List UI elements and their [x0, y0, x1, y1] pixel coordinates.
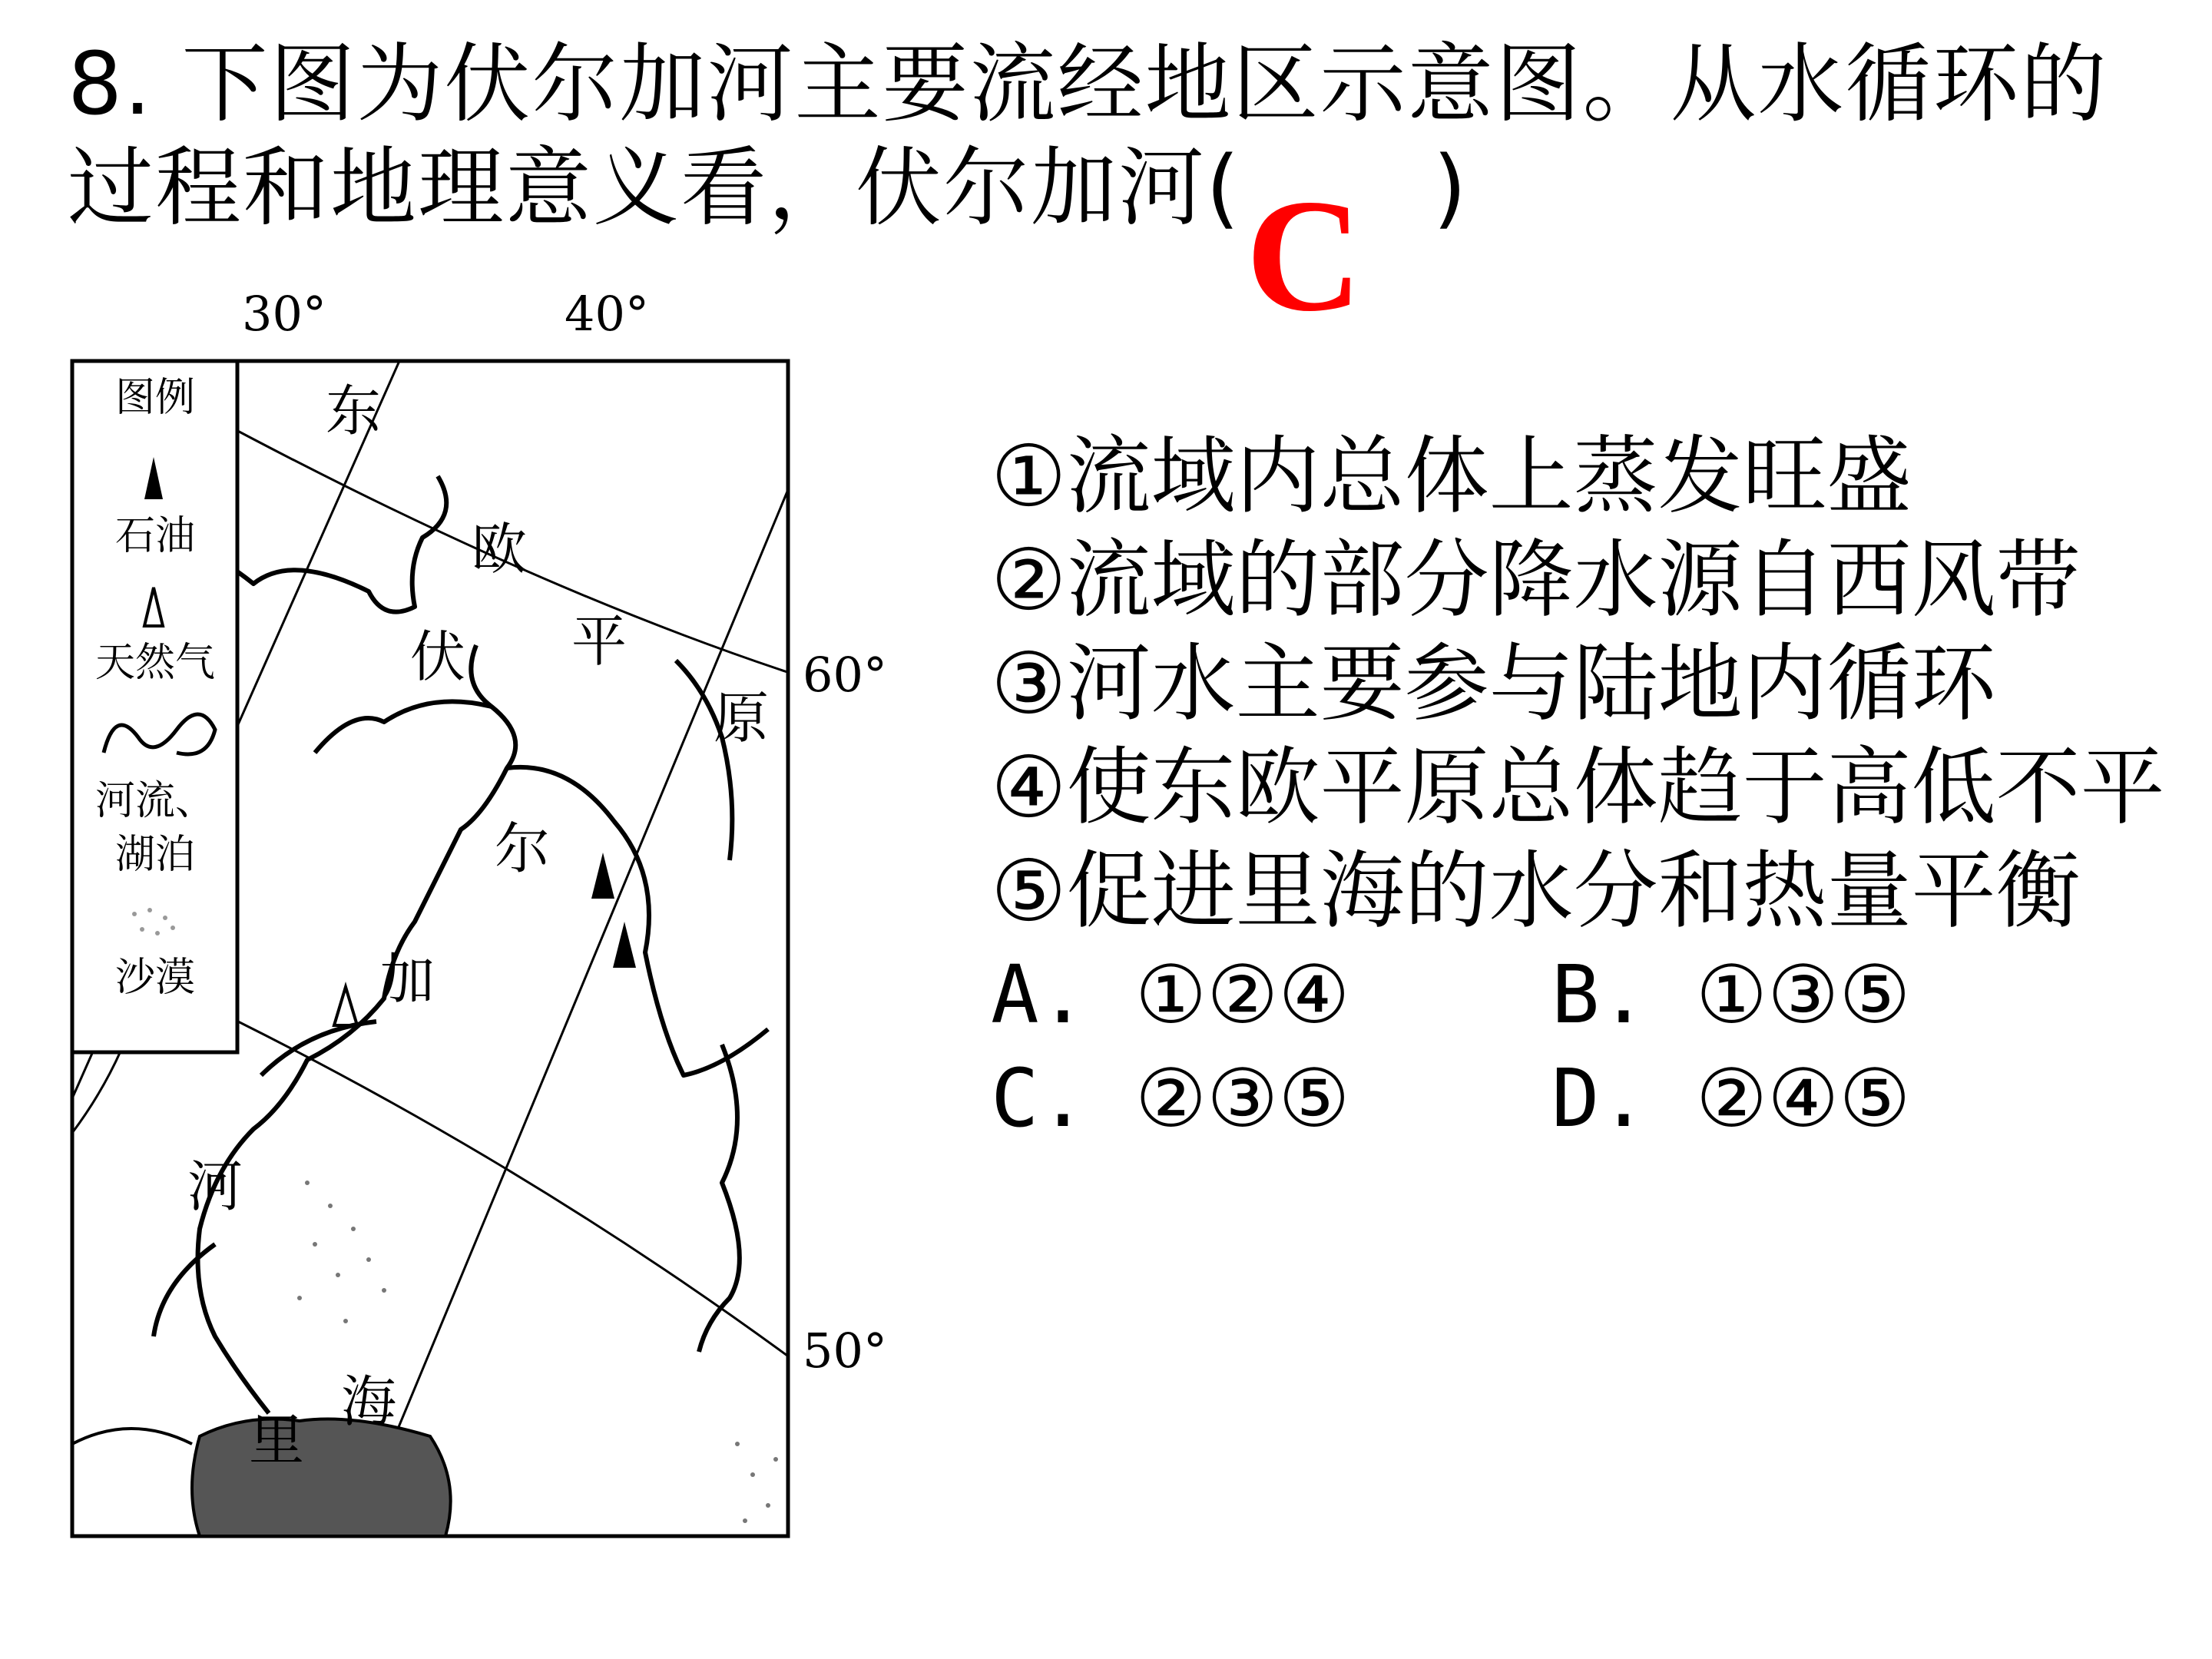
- legend-river-lake-2: 湖泊: [114, 832, 196, 878]
- option-a: [991, 945, 1350, 1045]
- rivers: [154, 476, 768, 1413]
- answer-mark: C: [1246, 167, 1363, 345]
- question-prefix: 过程和地理意义看，伏尔加河(: [68, 138, 1241, 238]
- region-char-yuan: 原: [713, 686, 770, 750]
- oil-marker-2: [613, 922, 636, 968]
- river-char-fu: 伏: [409, 624, 466, 689]
- kama-river: [507, 767, 768, 1075]
- lat-label-60: 60°: [803, 647, 887, 703]
- river-tributary: [261, 1022, 376, 1075]
- legend-river-lake-1: 河流、: [94, 778, 216, 824]
- lon-label-30: 30°: [242, 286, 326, 342]
- option-c: [991, 1048, 1350, 1148]
- region-char-dong: 东: [325, 379, 382, 443]
- option-b: [1551, 945, 1911, 1045]
- don-river: [154, 1244, 215, 1336]
- river-char-er: 尔: [494, 816, 551, 881]
- statement-3: ③河水主要参与陆地内循环: [991, 634, 1996, 733]
- volga-river: [198, 645, 516, 1413]
- gas-marker: [334, 987, 357, 1025]
- river-char-he: 河: [187, 1154, 243, 1219]
- volga-map: [61, 261, 914, 1551]
- sea-char-hai: 海: [340, 1369, 397, 1434]
- legend-desert: 沙漠: [114, 955, 196, 1001]
- option-c-letter: C.: [991, 1051, 1088, 1145]
- statement-5: ⑤促进里海的水分和热量平衡: [991, 842, 2081, 940]
- oil-marker-1: [591, 853, 614, 899]
- statement-4: ④使东欧平原总体趋于高低不平: [991, 738, 2165, 836]
- caspian-sea: [192, 1419, 451, 1537]
- statement-1: ①流域内总体上蒸发旺盛: [991, 427, 1912, 525]
- question-line-1: 8. 下图为伏尔加河主要流经地区示意图。从水循环的: [68, 35, 2108, 134]
- option-b-choice: ①③⑤: [1695, 948, 1911, 1041]
- option-d-letter: D.: [1551, 1051, 1648, 1145]
- option-a-letter: A.: [991, 948, 1088, 1041]
- region-char-ou: 欧: [471, 517, 528, 581]
- option-d-choice: ②④⑤: [1695, 1051, 1911, 1145]
- lat-label-50: 50°: [803, 1323, 887, 1379]
- sea-char-li: 里: [248, 1408, 305, 1472]
- legend-gas: 天然气: [94, 640, 216, 686]
- statement-2: ②流域的部分降水源自西风带: [991, 531, 2081, 629]
- option-a-choice: ①②④: [1134, 948, 1350, 1041]
- option-d: [1551, 1048, 1911, 1148]
- option-c-choice: ②③⑤: [1134, 1051, 1350, 1145]
- oka-river: [315, 701, 492, 753]
- lon-label-40: 40°: [565, 286, 649, 342]
- region-char-ping: 平: [571, 609, 628, 674]
- river-char-jia: 加: [379, 947, 435, 1012]
- option-b-letter: B.: [1551, 948, 1648, 1041]
- legend-oil: 石油: [114, 513, 196, 559]
- legend-title: 图例: [114, 375, 196, 421]
- black-sea-coast: [72, 1429, 192, 1444]
- question-suffix: ): [1432, 138, 1469, 238]
- latitude-50-line: [238, 1022, 787, 1356]
